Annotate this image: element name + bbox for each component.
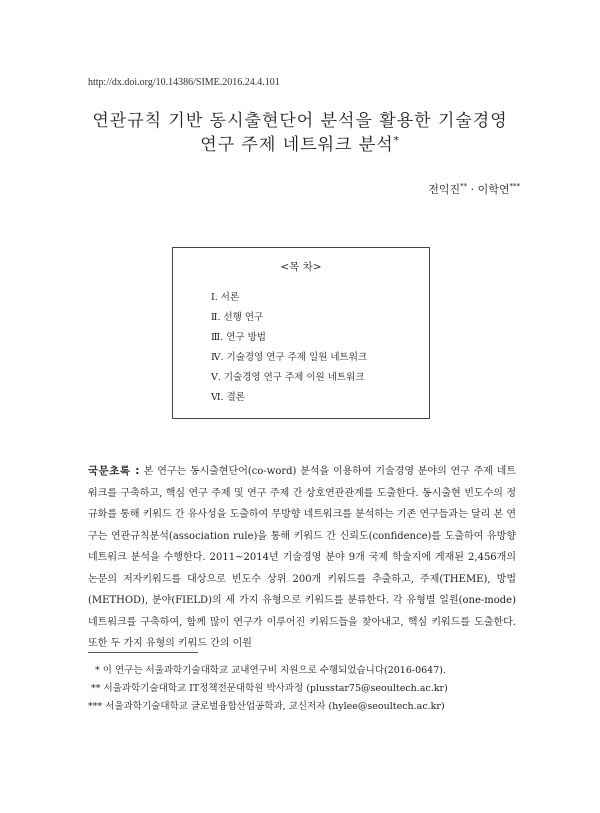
paper-title-line-2-text: 연구 주제 네트워크 분석 <box>200 135 394 155</box>
toc-item-6: Ⅵ. 결론 <box>211 392 245 403</box>
paper-title-line-1: 연관규칙 기반 동시출현단어 분석을 활용한 기술경영 <box>92 111 508 131</box>
table-of-contents <box>172 247 430 419</box>
toc-item-3: Ⅲ. 연구 방법 <box>211 332 266 343</box>
footnote-divider <box>88 652 198 653</box>
toc-heading: <목 차> <box>280 261 322 273</box>
korean-abstract <box>88 461 516 655</box>
footnote-2: ** 서울과학기술대학교 IT정책전문대학원 박사과정 (plusstar75@seoultech.ac.kr) <box>91 683 448 694</box>
author-1: 전익진 <box>428 183 461 196</box>
author-separator: · <box>467 183 478 196</box>
toc-item-2: Ⅱ. 선행 연구 <box>211 312 264 323</box>
paper-title-line-2 <box>60 130 540 155</box>
author-2-mark: *** <box>509 182 520 191</box>
title-footnote-mark: * <box>393 135 400 147</box>
footnote-1: * 이 연구는 서울과학기술대학교 교내연구비 지원으로 수행되었습니다(2016-0647). <box>95 665 446 676</box>
footnote-3: *** 서울과학기술대학교 글로벌융합산업공학과, 교신저자 (hylee@seoultech.ac.kr) <box>88 701 445 712</box>
toc-item-1: Ⅰ. 서론 <box>211 292 240 303</box>
author-2: 이학연 <box>477 183 510 196</box>
abstract-text: 본 연구는 동시출현단어(co-word) 분석을 이용하여 기술경영 분야의 연구 주제 네트워크를 구축하고, 핵심 연구 주제 및 연구 주제 간 상호연관관계를 도출한다. 동시출현 빈도수의 정규화를 통해 키워드 간 유사성을 도출하여 무방향 네트워크를 분석하는 기존 연구들과는 달리 본 연구는 연관규칙분석(association rule)을 통해 키워드 간 신뢰도(confidence)를 도출하여 유방향 네트워크 분석을 수행한다. 2011~2014년 기술경영 분야 9개 국제 학술지에 게재된 2,456개의 논문의 저자키워드를 대상으로 빈도수 상위 200개 키워드를 추출하고, 주제(THEME), 방법(METHOD), 분야(FIELD)의 세 가지 유형으로 키워드를 분류한다. 각 유형별 일원(one-mode) 네트워크를 구축하여, 함께 많이 연구가 이루어진 키워드들을 찾아내고, 핵심 키워드를 도출한다. 또한 두 가지 유형의 키워드 간의 이원 <box>88 466 516 649</box>
toc-item-5: Ⅴ. 기술경영 연구 주제 이원 네트워크 <box>211 372 365 383</box>
abstract-label: 국문초록 : <box>88 465 141 477</box>
doi-link[interactable]: http://dx.doi.org/10.14386/SIME.2016.24.4.101 <box>88 77 280 88</box>
toc-item-4: Ⅳ. 기술경영 연구 주제 일원 네트워크 <box>211 352 368 363</box>
author-1-mark: ** <box>460 182 468 191</box>
authors <box>428 181 520 197</box>
